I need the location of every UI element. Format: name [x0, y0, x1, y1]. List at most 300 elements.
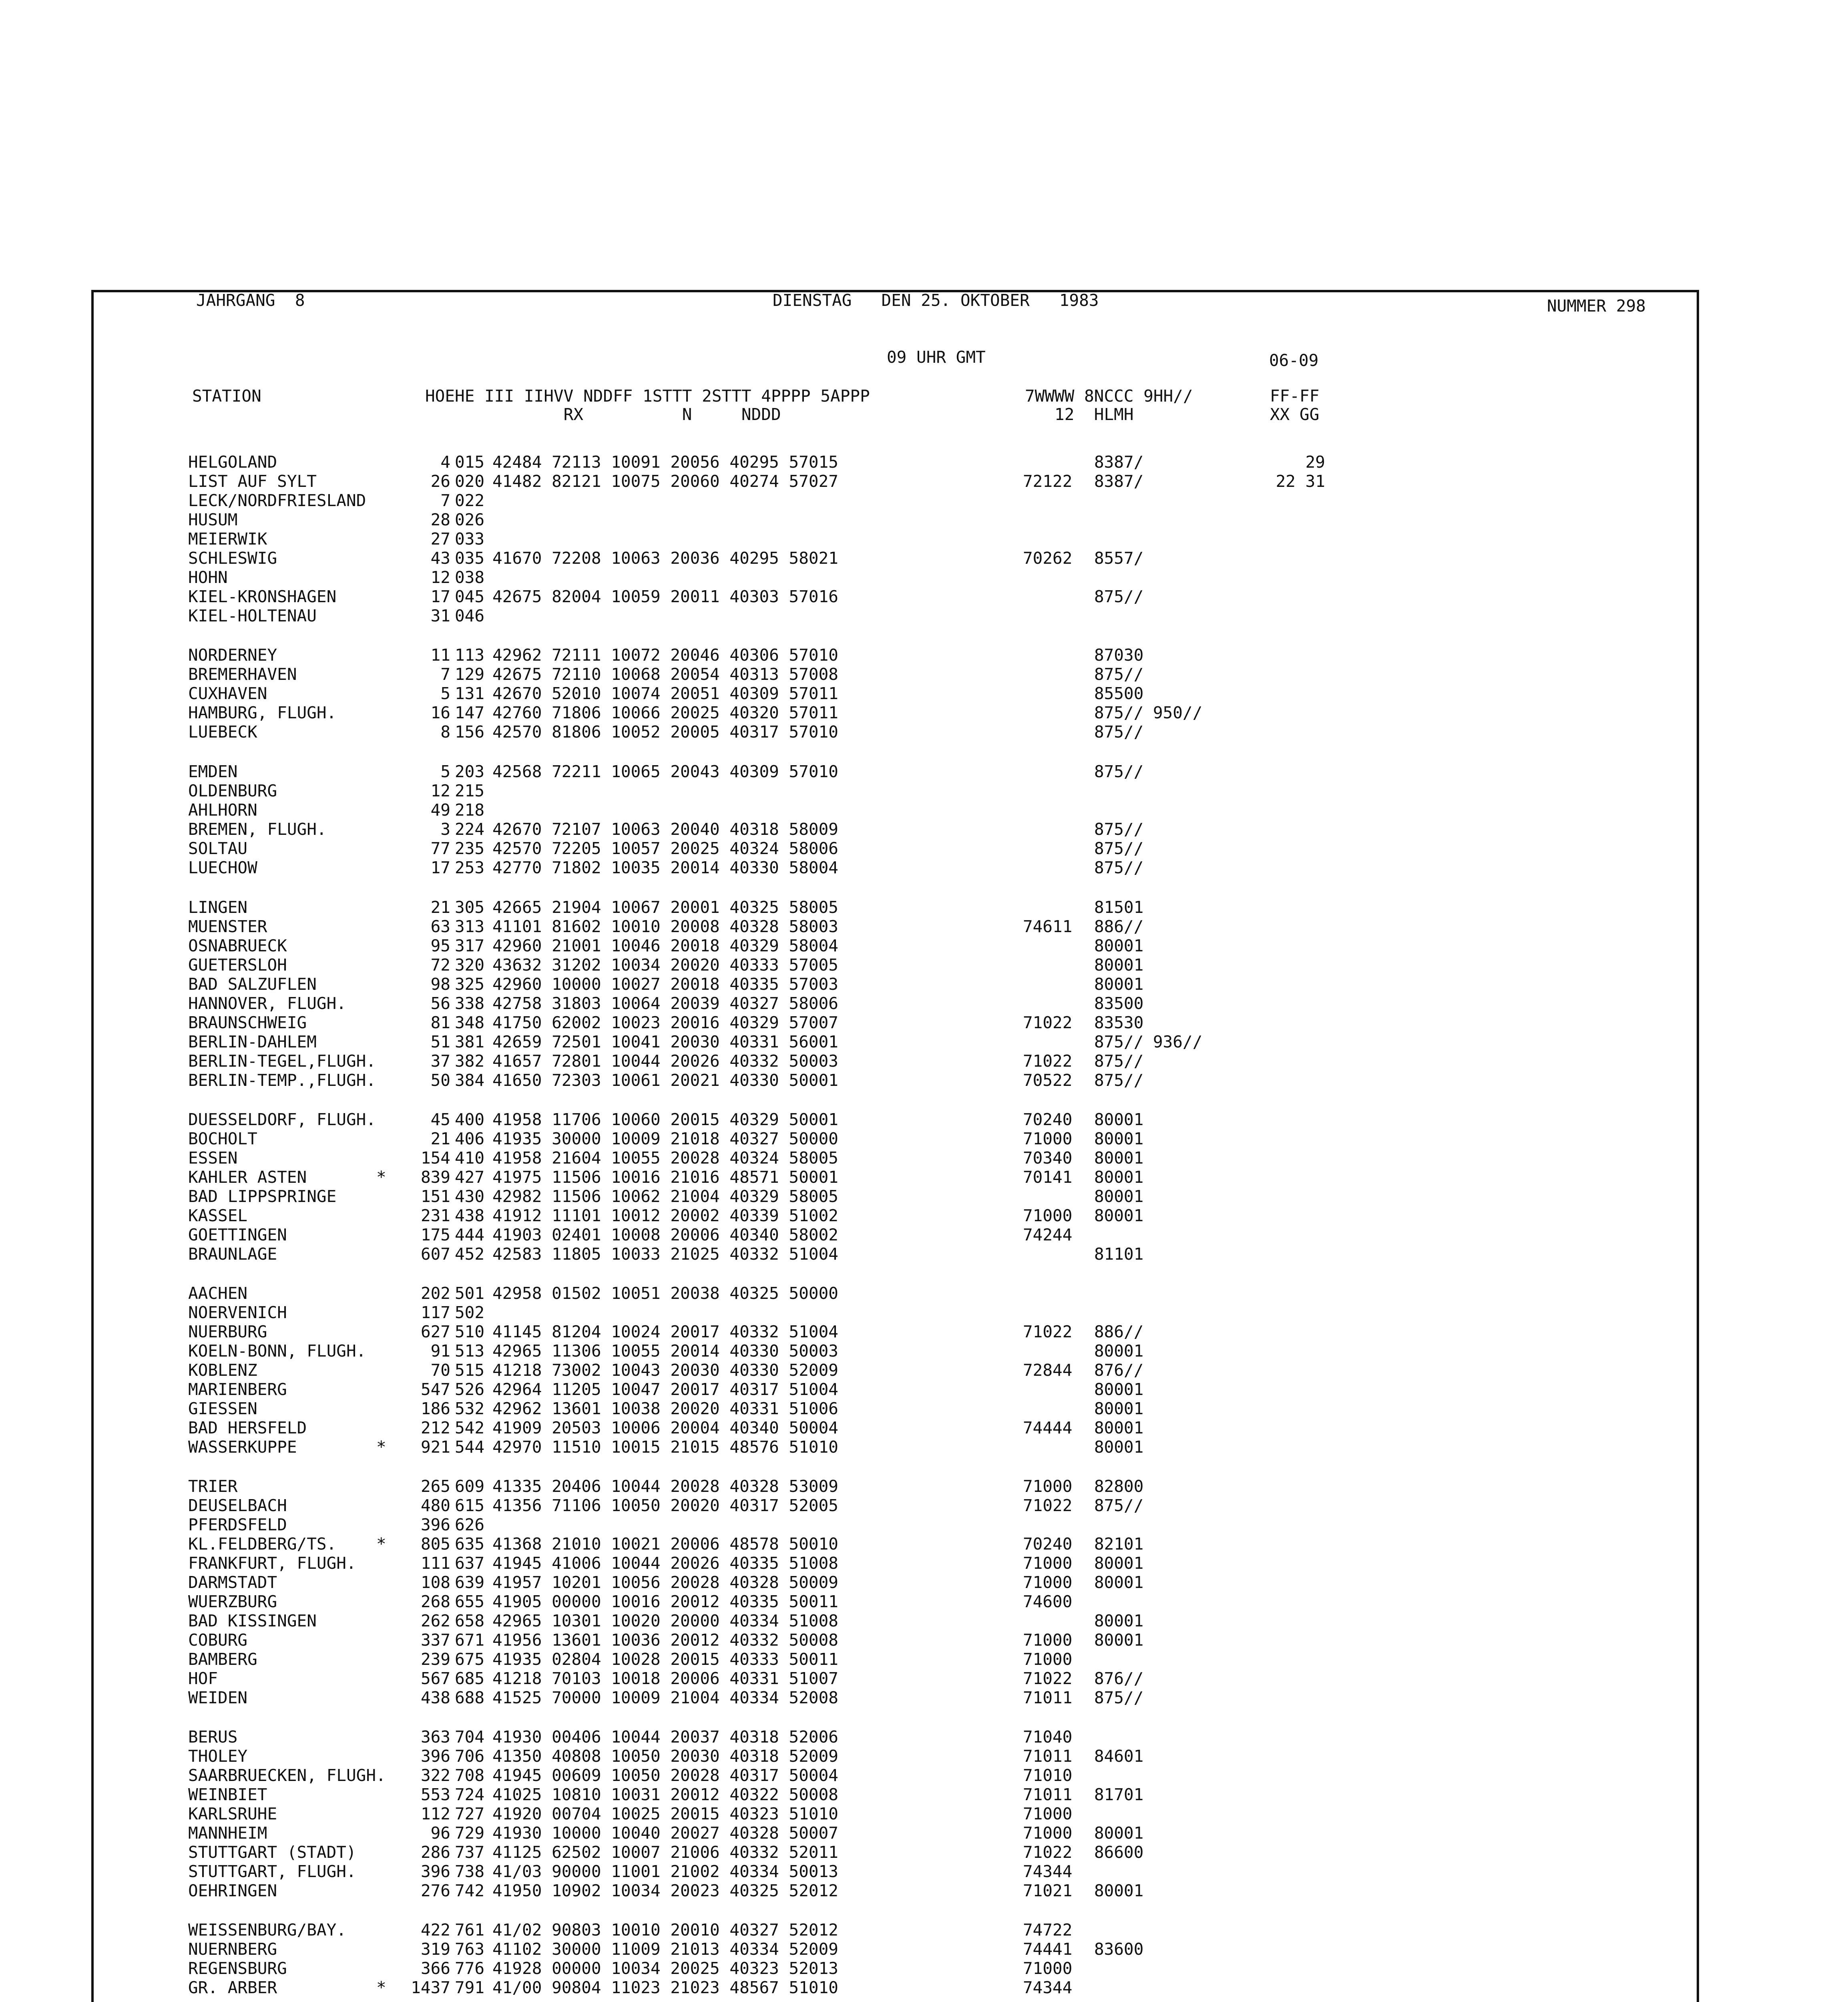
station-index: 671: [455, 1630, 485, 1650]
cloud-group: 81101: [1094, 1244, 1144, 1264]
weather-group: 74722: [1023, 1920, 1073, 1940]
station-name: BOCHOLT: [188, 1129, 257, 1148]
column-header-ff-line1: FF-FF: [1270, 386, 1320, 406]
station-name: OSNABRUECK: [188, 936, 287, 955]
station-name: KAHLER ASTEN: [188, 1168, 307, 1187]
synop-groups: 41935 02804 10028 20015 40333 50011: [492, 1650, 838, 1669]
column-header-right-line2: 12 HLMH: [1025, 405, 1134, 424]
synop-groups: 41905 00000 10016 20012 40335 50011: [492, 1592, 838, 1611]
station-height: 276: [420, 1881, 450, 1900]
cloud-group: 80001: [1094, 975, 1144, 994]
weather-group: 71000: [1023, 1206, 1073, 1225]
station-height: 202: [420, 1284, 450, 1303]
synop-groups: 42675 82004 10059 20011 40303 57016: [492, 587, 838, 606]
weather-group: 71011: [1023, 1688, 1073, 1707]
station-index: 501: [455, 1284, 485, 1303]
synop-groups: 42962 13601 10038 20020 40331 51006: [492, 1399, 838, 1418]
station-index: 791: [455, 1978, 485, 1997]
station-index: 382: [455, 1051, 485, 1071]
station-name: BRAUNLAGE: [188, 1244, 277, 1264]
cloud-group: 80001: [1094, 1437, 1144, 1457]
station-index: 338: [455, 994, 485, 1013]
cloud-group: 875//: [1094, 722, 1144, 742]
station-height: 7: [440, 665, 450, 684]
station-name: BAD LIPPSPRINGE: [188, 1187, 337, 1206]
weather-group: 71022: [1023, 1843, 1073, 1862]
station-name: NOERVENICH: [188, 1303, 287, 1322]
synop-groups: 42960 10000 10027 20018 40335 57003: [492, 975, 838, 994]
station-name: HAMBURG, FLUGH.: [188, 703, 337, 722]
station-name: LUEBECK: [188, 722, 257, 742]
station-index: 438: [455, 1206, 485, 1225]
station-index: 430: [455, 1187, 485, 1206]
station-name: AACHEN: [188, 1284, 248, 1303]
station-index: 218: [455, 800, 485, 820]
station-name: LIST AUF SYLT: [188, 472, 317, 491]
station-index: 022: [455, 491, 485, 510]
synop-groups: 41125 62502 10007 21006 40332 52011: [492, 1843, 838, 1862]
cloud-group: 876//: [1094, 1669, 1144, 1688]
cloud-group: 80001: [1094, 1554, 1144, 1573]
synop-groups: 42659 72501 10041 20030 40331 56001: [492, 1032, 838, 1051]
station-index: 688: [455, 1688, 485, 1707]
station-name: SCHLESWIG: [188, 549, 277, 568]
weather-group: 71022: [1023, 1322, 1073, 1341]
synop-groups: 42965 11306 10055 20014 40330 50003: [492, 1341, 838, 1361]
station-index: 738: [455, 1862, 485, 1881]
mountain-station-marker: *: [376, 1978, 386, 1997]
station-height: 49: [430, 800, 450, 820]
wind-gust: 29: [1305, 452, 1325, 472]
cloud-group: 80001: [1094, 1148, 1144, 1168]
weather-group: 74344: [1023, 1978, 1073, 1997]
station-index: 427: [455, 1168, 485, 1187]
station-height: 111: [420, 1554, 450, 1573]
station-height: 396: [420, 1515, 450, 1534]
cloud-group: 80001: [1094, 1573, 1144, 1592]
weather-group: 71011: [1023, 1785, 1073, 1804]
synop-groups: 41356 71106 10050 20020 40317 52005: [492, 1496, 838, 1515]
station-height: 5: [440, 684, 450, 703]
weather-group: 71000: [1023, 1477, 1073, 1496]
station-height: 337: [420, 1630, 450, 1650]
station-index: 742: [455, 1881, 485, 1900]
cloud-group: 82800: [1094, 1477, 1144, 1496]
station-index: 020: [455, 472, 485, 491]
station-name: BERLIN-TEMP.,FLUGH.: [188, 1071, 376, 1090]
weather-group: 71022: [1023, 1013, 1073, 1032]
station-name: ESSEN: [188, 1148, 238, 1168]
station-height: 286: [420, 1843, 450, 1862]
cloud-group: 875//: [1094, 665, 1144, 684]
synop-groups: 41928 00000 10034 20025 40323 52013: [492, 1959, 838, 1978]
cloud-group: 80001: [1094, 936, 1144, 955]
station-index: 156: [455, 722, 485, 742]
station-name: KASSEL: [188, 1206, 248, 1225]
station-index: 147: [455, 703, 485, 722]
synop-groups: 42665 21904 10067 20001 40325 58005: [492, 898, 838, 917]
mountain-station-marker: *: [376, 1168, 386, 1187]
station-height: 438: [420, 1688, 450, 1707]
synop-groups: 41750 62002 10023 20016 40329 57007: [492, 1013, 838, 1032]
station-index: 609: [455, 1477, 485, 1496]
station-index: 513: [455, 1341, 485, 1361]
station-name: GR. ARBER: [188, 1978, 277, 1997]
station-name: BAD SALZUFLEN: [188, 975, 317, 994]
station-index: 381: [455, 1032, 485, 1051]
station-height: 480: [420, 1496, 450, 1515]
synop-groups: 41350 40808 10050 20030 40318 52009: [492, 1747, 838, 1766]
weather-group: 71022: [1023, 1669, 1073, 1688]
station-name: BREMEN, FLUGH.: [188, 820, 327, 839]
synop-groups: 41975 11506 10016 21016 48571 50001: [492, 1168, 838, 1187]
station-name: OEHRINGEN: [188, 1881, 277, 1900]
synop-groups: 42958 01502 10051 20038 40325 50000: [492, 1284, 838, 1303]
weather-group: 72844: [1023, 1361, 1073, 1380]
station-height: 5: [440, 762, 450, 781]
station-name: DUESSELDORF, FLUGH.: [188, 1110, 376, 1129]
cloud-group: 886//: [1094, 917, 1144, 936]
cloud-group: 875//: [1094, 1688, 1144, 1707]
synop-groups: 42960 21001 10046 20018 40329 58004: [492, 936, 838, 955]
synop-groups: 41218 73002 10043 20030 40330 52009: [492, 1361, 838, 1380]
station-index: 675: [455, 1650, 485, 1669]
station-name: HELGOLAND: [188, 452, 277, 472]
station-index: 637: [455, 1554, 485, 1573]
station-height: 112: [420, 1804, 450, 1823]
weather-group: 71000: [1023, 1959, 1073, 1978]
station-height: 422: [420, 1920, 450, 1940]
station-name: THOLEY: [188, 1747, 248, 1766]
station-height: 108: [420, 1573, 450, 1592]
station-index: 763: [455, 1940, 485, 1959]
station-index: 384: [455, 1071, 485, 1090]
station-index: 544: [455, 1437, 485, 1457]
station-height: 363: [420, 1727, 450, 1747]
weather-group: 72122: [1023, 472, 1073, 491]
synop-groups: 41958 11706 10060 20015 40329 50001: [492, 1110, 838, 1129]
synop-groups: 42982 11506 10062 21004 40329 58005: [492, 1187, 838, 1206]
station-index: 235: [455, 839, 485, 858]
station-height: 37: [430, 1051, 450, 1071]
synop-groups: 41101 81602 10010 20008 40328 58003: [492, 917, 838, 936]
synop-groups: 41912 11101 10012 20002 40339 51002: [492, 1206, 838, 1225]
synop-groups: 41945 41006 10044 20026 40335 51008: [492, 1554, 838, 1573]
station-height: 1437: [411, 1978, 450, 1997]
station-name: PFERDSFELD: [188, 1515, 287, 1534]
station-name: WUERZBURG: [188, 1592, 277, 1611]
cloud-group: 83530: [1094, 1013, 1144, 1032]
station-index: 635: [455, 1534, 485, 1554]
synop-groups: 41/03 90000 11001 21002 40334 50013: [492, 1862, 838, 1881]
station-height: 96: [430, 1823, 450, 1843]
synop-groups: 41930 00406 10044 20037 40318 52006: [492, 1727, 838, 1747]
cloud-group: 81701: [1094, 1785, 1144, 1804]
station-name: WASSERKUPPE: [188, 1437, 297, 1457]
synop-groups: 41368 21010 10021 20006 48578 50010: [492, 1534, 838, 1554]
station-name: FRANKFURT, FLUGH.: [188, 1554, 356, 1573]
station-height: 265: [420, 1477, 450, 1496]
station-index: 615: [455, 1496, 485, 1515]
weather-group: 71010: [1023, 1766, 1073, 1785]
station-name: BERUS: [188, 1727, 238, 1747]
station-height: 45: [430, 1110, 450, 1129]
cloud-group: 80001: [1094, 1418, 1144, 1437]
station-height: 239: [420, 1650, 450, 1669]
station-height: 8: [440, 722, 450, 742]
station-index: 515: [455, 1361, 485, 1380]
weather-group: 70522: [1023, 1071, 1073, 1090]
wind-gust: 22 31: [1276, 472, 1325, 491]
station-index: 410: [455, 1148, 485, 1168]
station-height: 186: [420, 1399, 450, 1418]
station-index: 224: [455, 820, 485, 839]
height-group: 936//: [1153, 1032, 1203, 1051]
station-name: GUETERSLOH: [188, 955, 287, 975]
station-index: 015: [455, 452, 485, 472]
station-name: STUTTGART, FLUGH.: [188, 1862, 356, 1881]
synop-groups: 41/00 90804 11023 21023 48567 51010: [492, 1978, 838, 1997]
cloud-group: 876//: [1094, 1361, 1144, 1380]
synop-groups: 41335 20406 10044 20028 40328 53009: [492, 1477, 838, 1496]
station-index: 045: [455, 587, 485, 606]
cloud-group: 80001: [1094, 955, 1144, 975]
cloud-group: 8557/: [1094, 549, 1144, 568]
station-index: 033: [455, 529, 485, 549]
height-group: 950//: [1153, 703, 1203, 722]
cloud-group: 80001: [1094, 1168, 1144, 1187]
station-height: 396: [420, 1747, 450, 1766]
station-name: MARIENBERG: [188, 1380, 287, 1399]
synop-groups: 41025 10810 10031 20012 40322 50008: [492, 1785, 838, 1804]
station-index: 320: [455, 955, 485, 975]
issue-number: NUMMER 298: [1547, 296, 1646, 316]
station-name: BAD KISSINGEN: [188, 1611, 317, 1630]
station-name: DARMSTADT: [188, 1573, 277, 1592]
station-height: 26: [430, 472, 450, 491]
station-index: 317: [455, 936, 485, 955]
station-height: 98: [430, 975, 450, 994]
station-name: LECK/NORDFRIESLAND: [188, 491, 366, 510]
weather-group: 74244: [1023, 1225, 1073, 1244]
cloud-group: 875//: [1094, 1496, 1144, 1515]
station-name: LINGEN: [188, 898, 248, 917]
station-index: 510: [455, 1322, 485, 1341]
cloud-group: 80001: [1094, 1823, 1144, 1843]
station-index: 724: [455, 1785, 485, 1804]
synop-groups: 41909 20503 10006 20004 40340 50004: [492, 1418, 838, 1437]
station-name: EMDEN: [188, 762, 238, 781]
station-index: 113: [455, 645, 485, 665]
cloud-group: 80001: [1094, 1110, 1144, 1129]
synop-groups: 42670 72107 10063 20040 40318 58009: [492, 820, 838, 839]
station-name: BAMBERG: [188, 1650, 257, 1669]
cloud-group: 875//: [1094, 1071, 1144, 1090]
cloud-group: 80001: [1094, 1380, 1144, 1399]
station-height: 12: [430, 568, 450, 587]
station-name: HOHN: [188, 568, 228, 587]
station-height: 3: [440, 820, 450, 839]
cloud-group: 875//: [1094, 858, 1144, 877]
station-index: 542: [455, 1418, 485, 1437]
synop-groups: 43632 31202 10034 20020 40333 57005: [492, 955, 838, 975]
cloud-group: 875//: [1094, 762, 1144, 781]
station-height: 50: [430, 1071, 450, 1090]
station-name: KIEL-KRONSHAGEN: [188, 587, 337, 606]
station-name: KOBLENZ: [188, 1361, 257, 1380]
station-index: 706: [455, 1747, 485, 1766]
station-name: WEIDEN: [188, 1688, 248, 1707]
station-height: 7: [440, 491, 450, 510]
station-index: 776: [455, 1959, 485, 1978]
volume-label: JAHRGANG 8: [196, 291, 305, 310]
station-height: 567: [420, 1669, 450, 1688]
station-height: 21: [430, 898, 450, 917]
cloud-group: 875//: [1094, 1032, 1144, 1051]
station-height: 91: [430, 1341, 450, 1361]
station-height: 28: [430, 510, 450, 529]
synop-groups: 41935 30000 10009 21018 40327 50000: [492, 1129, 838, 1148]
station-height: 627: [420, 1322, 450, 1341]
station-height: 17: [430, 587, 450, 606]
station-name: HUSUM: [188, 510, 238, 529]
station-height: 72: [430, 955, 450, 975]
station-index: 685: [455, 1669, 485, 1688]
station-height: 4: [440, 452, 450, 472]
cloud-group: 875//: [1094, 820, 1144, 839]
station-name: WEINBIET: [188, 1785, 267, 1804]
cloud-group: 80001: [1094, 1630, 1144, 1650]
station-height: 921: [420, 1437, 450, 1457]
weather-group: 71000: [1023, 1823, 1073, 1843]
cloud-group: 80001: [1094, 1129, 1144, 1148]
synop-groups: 41102 30000 11009 21013 40334 52009: [492, 1940, 838, 1959]
synop-groups: 41945 00609 10050 20028 40317 50004: [492, 1766, 838, 1785]
station-index: 658: [455, 1611, 485, 1630]
station-height: 151: [420, 1187, 450, 1206]
synop-groups: 41958 21604 10055 20028 40324 58005: [492, 1148, 838, 1168]
column-header-ff-line2: XX GG: [1270, 405, 1320, 424]
synop-groups: 41218 70103 10018 20006 40331 51007: [492, 1669, 838, 1688]
synop-groups: 41/02 90803 10010 20010 40327 52012: [492, 1920, 838, 1940]
weather-group: 71040: [1023, 1727, 1073, 1747]
station-name: HOF: [188, 1669, 218, 1688]
cloud-group: 80001: [1094, 1341, 1144, 1361]
synop-groups: 42484 72113 10091 20056 40295 57015: [492, 452, 838, 472]
weather-group: 71000: [1023, 1804, 1073, 1823]
cloud-group: 85500: [1094, 684, 1144, 703]
cloud-group: 875//: [1094, 1051, 1144, 1071]
weather-group: 70240: [1023, 1110, 1073, 1129]
station-height: 839: [420, 1168, 450, 1187]
station-name: MEIERWIK: [188, 529, 267, 549]
mountain-station-marker: *: [376, 1437, 386, 1457]
station-index: 655: [455, 1592, 485, 1611]
station-name: TRIER: [188, 1477, 238, 1496]
station-height: 11: [430, 645, 450, 665]
synop-groups: 42675 72110 10068 20054 40313 57008: [492, 665, 838, 684]
synop-groups: 42964 11205 10047 20017 40317 51004: [492, 1380, 838, 1399]
station-height: 17: [430, 858, 450, 877]
station-index: 305: [455, 898, 485, 917]
synop-groups: 42970 11510 10015 21015 48576 51010: [492, 1437, 838, 1457]
station-name: KOELN-BONN, FLUGH.: [188, 1341, 366, 1361]
station-index: 737: [455, 1843, 485, 1862]
station-height: 175: [420, 1225, 450, 1244]
weather-group: 70240: [1023, 1534, 1073, 1554]
synop-groups: 42962 72111 10072 20046 40306 57010: [492, 645, 838, 665]
station-name: HANNOVER, FLUGH.: [188, 994, 346, 1013]
cloud-group: 80001: [1094, 1611, 1144, 1630]
station-index: 400: [455, 1110, 485, 1129]
station-index: 325: [455, 975, 485, 994]
cloud-group: 8387/: [1094, 472, 1144, 491]
station-index: 526: [455, 1380, 485, 1399]
weather-group: 74611: [1023, 917, 1073, 936]
station-height: 366: [420, 1959, 450, 1978]
synop-groups: 42770 71802 10035 20014 40330 58004: [492, 858, 838, 877]
station-name: GOETTINGEN: [188, 1225, 287, 1244]
cloud-group: 80001: [1094, 1881, 1144, 1900]
station-height: 81: [430, 1013, 450, 1032]
weather-group: 74444: [1023, 1418, 1073, 1437]
station-height: 547: [420, 1380, 450, 1399]
station-height: 70: [430, 1361, 450, 1380]
cloud-group: 80001: [1094, 1399, 1144, 1418]
station-height: 805: [420, 1534, 450, 1554]
weather-group: 70262: [1023, 549, 1073, 568]
column-header-right-line1: 7WWWW 8NCCC 9HH//: [1025, 386, 1193, 406]
station-index: 406: [455, 1129, 485, 1148]
station-name: BERLIN-TEGEL,FLUGH.: [188, 1051, 376, 1071]
station-index: 215: [455, 781, 485, 800]
station-name: BAD HERSFELD: [188, 1418, 307, 1437]
station-index: 532: [455, 1399, 485, 1418]
weather-group: 71000: [1023, 1630, 1073, 1650]
station-name: MUENSTER: [188, 917, 267, 936]
station-index: 203: [455, 762, 485, 781]
station-name: SAARBRUECKEN, FLUGH.: [188, 1766, 386, 1785]
synop-groups: 41920 00704 10025 20015 40323 51010: [492, 1804, 838, 1823]
weather-group: 74600: [1023, 1592, 1073, 1611]
station-index: 639: [455, 1573, 485, 1592]
station-height: 322: [420, 1766, 450, 1785]
station-index: 026: [455, 510, 485, 529]
station-index: 046: [455, 606, 485, 625]
station-index: 035: [455, 549, 485, 568]
weather-group: 71000: [1023, 1129, 1073, 1148]
cloud-group: 80001: [1094, 1187, 1144, 1206]
cloud-group: 86600: [1094, 1843, 1144, 1862]
weather-group: 71022: [1023, 1051, 1073, 1071]
synop-groups: 42583 11805 10033 21025 40332 51004: [492, 1244, 838, 1264]
synop-groups: 41957 10201 10056 20028 40328 50009: [492, 1573, 838, 1592]
station-height: 31: [430, 606, 450, 625]
station-index: 761: [455, 1920, 485, 1940]
station-height: 607: [420, 1244, 450, 1264]
station-height: 231: [420, 1206, 450, 1225]
station-name: GIESSEN: [188, 1399, 257, 1418]
station-name: KL.FELDBERG/TS.: [188, 1534, 337, 1554]
cloud-group: 81501: [1094, 898, 1144, 917]
synop-groups: 41950 10902 10034 20023 40325 52012: [492, 1881, 838, 1900]
station-name: REGENSBURG: [188, 1959, 287, 1978]
station-height: 95: [430, 936, 450, 955]
station-height: 16: [430, 703, 450, 722]
station-name: KIEL-HOLTENAU: [188, 606, 317, 625]
station-index: 038: [455, 568, 485, 587]
column-header-main-line1: HOEHE III IIHVV NDDFF 1STTT 2STTT 4PPPP 5APPP: [425, 386, 870, 406]
